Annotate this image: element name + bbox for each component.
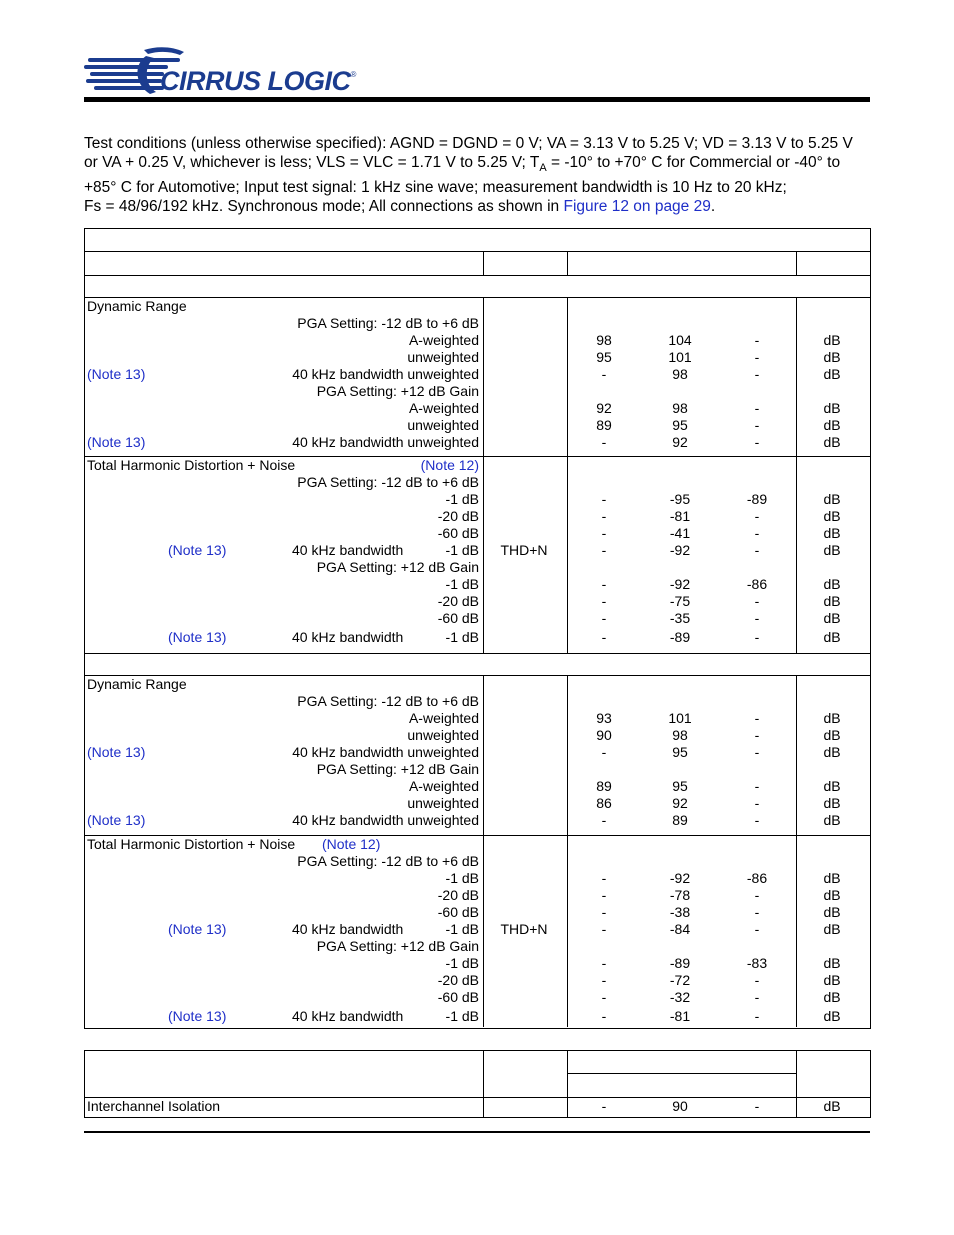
dynamic-range-2-row-max: - <box>754 812 760 828</box>
thd-n-2-row-min: - <box>601 972 607 988</box>
condition-label: 40 kHz bandwidth unweighted <box>292 434 479 450</box>
thd-n-2-row-max: - <box>754 1008 760 1024</box>
dynamic-range-2-row-min: - <box>601 744 607 760</box>
dynamic-range-2-row-min: 89 <box>596 778 612 794</box>
note-13-link[interactable]: (Note 13) <box>168 921 227 937</box>
input-level: -1 dB <box>445 491 479 507</box>
thdn-symbol: THD+N <box>500 921 548 937</box>
dynamic-range-1-row-typ: 101 <box>668 349 692 365</box>
thd-n-1-label: Total Harmonic Distortion + Noise <box>87 457 296 473</box>
thd-n-2-row-unit: dB <box>823 1008 841 1024</box>
note-12-link[interactable]: (Note 12) <box>420 457 479 473</box>
condition-label: 40 kHz bandwidth unweighted <box>292 366 479 382</box>
dynamic-range-2-row-typ: 98 <box>672 727 688 743</box>
input-level: -60 dB <box>437 904 479 920</box>
dynamic-range-2-row-typ: 95 <box>672 778 688 794</box>
thd-n-1-row-min: - <box>601 508 607 524</box>
condition-label: unweighted <box>407 417 479 433</box>
thd-n-2-row-max: -83 <box>746 955 768 971</box>
dynamic-range-1-row-typ: 104 <box>668 332 692 348</box>
thd-n-2-row-max: - <box>754 972 760 988</box>
dynamic-range-2-row-unit: dB <box>823 744 841 760</box>
thd-n-1-row-unit: dB <box>823 542 841 558</box>
input-level: -1 dB <box>445 576 479 592</box>
dynamic-range-2-row-typ: 95 <box>672 744 688 760</box>
thd-n-1-row-min: - <box>601 576 607 592</box>
thd-n-1-row-typ: -92 <box>669 576 691 592</box>
dynamic-range-2-row-max: - <box>754 727 760 743</box>
dynamic-range-2-row-unit: dB <box>823 795 841 811</box>
thd-n-2-row-min: - <box>601 887 607 903</box>
condition-label: A-weighted <box>408 400 479 416</box>
input-level: -1 dB <box>445 542 479 558</box>
test-conditions: Test conditions (unless otherwise specified): AGND = DGND = 0 V; VA = 3.13 V to 5.25 V; VD = 3.13 V to 5.25 V or VA + 0.25 V, whichever is less; VLS = VLC = 1.71 V to 5.25 V; $T_A = -10^\circ$ to +70° C for Commercial or -40° to +85° C for Automotive; Input test signal: 1 kHz sine wave; measurement bandwidth is 10 Hz to 20 kHz; Fs = 48/96/192 kHz. Synchronous mode; All connections as shown in Figure 12 on page 29. <box>84 135 853 216</box>
input-level: -1 dB <box>445 921 479 937</box>
input-level: -20 dB <box>437 593 479 609</box>
thd-n-1-row-unit: dB <box>823 593 841 609</box>
dynamic-range-2-row-unit: dB <box>823 710 841 726</box>
thd-n-2-row-typ: -81 <box>669 1008 691 1024</box>
note-13-link[interactable]: (Note 13) <box>168 629 227 645</box>
thd-n-1-row-unit: dB <box>823 629 841 645</box>
dynamic-range-2-row-min: - <box>601 812 607 828</box>
thd-n-1-row-unit: dB <box>823 508 841 524</box>
dynamic-range-2-row-typ: 101 <box>668 710 692 726</box>
thd-n-1-row-typ: -41 <box>669 525 691 541</box>
pga-setting-low: PGA Setting: -12 dB to +6 dB <box>297 693 479 709</box>
dynamic-range-1-row-unit: dB <box>823 417 841 433</box>
dynamic-range-2-row-max: - <box>754 710 760 726</box>
note-13-link[interactable]: (Note 13) <box>168 1008 227 1024</box>
note-12-link[interactable]: (Note 12) <box>322 836 381 852</box>
header-rule <box>84 97 870 102</box>
thd-n-2-row-max: - <box>754 921 760 937</box>
dynamic-range-1-row-max: - <box>754 417 760 433</box>
pga-setting-high: PGA Setting: +12 dB Gain <box>316 383 479 399</box>
dynamic-range-2-label: Dynamic Range <box>87 676 187 692</box>
dynamic-range-1-row-unit: dB <box>823 400 841 416</box>
thd-n-2-row-unit: dB <box>823 955 841 971</box>
input-level: -20 dB <box>437 972 479 988</box>
dynamic-range-2-row-max: - <box>754 744 760 760</box>
isolation-row-typ: 90 <box>672 1098 688 1114</box>
input-level: -60 dB <box>437 610 479 626</box>
note-13-link[interactable]: (Note 13) <box>87 366 146 382</box>
dynamic-range-1-row-typ: 98 <box>672 400 688 416</box>
dynamic-range-2-row-typ: 92 <box>672 795 688 811</box>
interchannel-isolation-label: Interchannel Isolation <box>87 1098 221 1114</box>
thd-n-1-row-min: - <box>601 542 607 558</box>
dynamic-range-2-row-min: 93 <box>596 710 612 726</box>
input-level: -60 dB <box>437 525 479 541</box>
dynamic-range-2-row-max: - <box>754 795 760 811</box>
dynamic-range-1-row-unit: dB <box>823 332 841 348</box>
pga-setting-high: PGA Setting: +12 dB Gain <box>316 559 479 575</box>
dynamic-range-1-row-min: - <box>601 434 607 450</box>
dynamic-range-1-row-max: - <box>754 332 760 348</box>
dynamic-range-1-row-max: - <box>754 434 760 450</box>
thd-n-2-row-min: - <box>601 921 607 937</box>
thd-n-1-row-unit: dB <box>823 525 841 541</box>
thd-n-2-row-typ: -92 <box>669 870 691 886</box>
logo-wordmark: CIRRUS LOGIC® <box>160 66 356 96</box>
isolation-row-unit: dB <box>823 1098 841 1114</box>
input-level: -1 dB <box>445 629 479 645</box>
thd-n-1-row-min: - <box>601 491 607 507</box>
dynamic-range-1-row-min: 89 <box>596 417 612 433</box>
thd-n-2-row-typ: -84 <box>669 921 691 937</box>
thd-n-1-row-typ: -95 <box>669 491 691 507</box>
dynamic-range-1-row-unit: dB <box>823 349 841 365</box>
isolation-row-max: - <box>754 1098 760 1114</box>
dynamic-range-2-row-min: 90 <box>596 727 612 743</box>
dynamic-range-1-row-min: - <box>601 366 607 382</box>
thd-n-2-row-max: -86 <box>746 870 768 886</box>
thd-n-2-row-unit: dB <box>823 921 841 937</box>
thd-n-1-row-max: - <box>754 593 760 609</box>
dynamic-range-2-row-min: 86 <box>596 795 612 811</box>
condition-label: 40 kHz bandwidth unweighted <box>292 744 479 760</box>
thd-n-2-row-typ: -38 <box>669 904 691 920</box>
thd-n-2-row-max: - <box>754 904 760 920</box>
note-13-link[interactable]: (Note 13) <box>87 812 146 828</box>
input-level: -20 dB <box>437 508 479 524</box>
thd-n-1-row-max: - <box>754 629 760 645</box>
thd-n-1-row-min: - <box>601 593 607 609</box>
thd-n-2-row-min: - <box>601 904 607 920</box>
condition-label: unweighted <box>407 795 479 811</box>
thd-n-1-row-unit: dB <box>823 576 841 592</box>
pga-setting-low: PGA Setting: -12 dB to +6 dB <box>297 853 479 869</box>
dynamic-range-2-row-typ: 89 <box>672 812 688 828</box>
footer-rule <box>84 1131 870 1133</box>
input-level: -1 dB <box>445 1008 479 1024</box>
thd-n-2-row-typ: -78 <box>669 887 691 903</box>
dynamic-range-1-row-unit: dB <box>823 434 841 450</box>
thd-n-2-row-max: - <box>754 887 760 903</box>
dynamic-range-2-row-max: - <box>754 778 760 794</box>
dynamic-range-1-row-min: 98 <box>596 332 612 348</box>
pga-setting-low: PGA Setting: -12 dB to +6 dB <box>297 315 479 331</box>
bandwidth-label: 40 kHz bandwidth <box>292 921 404 937</box>
condition-label: unweighted <box>407 727 479 743</box>
dynamic-range-1-row-typ: 92 <box>672 434 688 450</box>
pga-setting-high: PGA Setting: +12 dB Gain <box>316 938 479 954</box>
bandwidth-label: 40 kHz bandwidth <box>292 1008 404 1024</box>
thd-n-2-row-min: - <box>601 955 607 971</box>
thd-n-2-row-unit: dB <box>823 887 841 903</box>
thd-n-2-row-min: - <box>601 1008 607 1024</box>
thd-n-2-label: Total Harmonic Distortion + Noise <box>87 836 296 852</box>
input-level: -60 dB <box>437 989 479 1005</box>
thdn-symbol: THD+N <box>500 542 548 558</box>
note-13-link[interactable]: (Note 13) <box>168 542 227 558</box>
thd-n-2-row-unit: dB <box>823 904 841 920</box>
thd-n-2-row-typ: -32 <box>669 989 691 1005</box>
dynamic-range-1-row-unit: dB <box>823 366 841 382</box>
dynamic-range-1-label: Dynamic Range <box>87 298 187 314</box>
condition-label: A-weighted <box>408 710 479 726</box>
thd-n-2-row-unit: dB <box>823 989 841 1005</box>
thd-n-1-row-typ: -89 <box>669 629 691 645</box>
thd-n-1-row-unit: dB <box>823 491 841 507</box>
thd-n-1-row-typ: -81 <box>669 508 691 524</box>
thd-n-2-row-typ: -89 <box>669 955 691 971</box>
thd-n-1-row-max: - <box>754 610 760 626</box>
thd-n-1-row-max: -86 <box>746 576 768 592</box>
note-13-link[interactable]: (Note 13) <box>87 744 146 760</box>
thd-n-2-row-min: - <box>601 989 607 1005</box>
dynamic-range-2-row-unit: dB <box>823 727 841 743</box>
thd-n-2-row-unit: dB <box>823 972 841 988</box>
bandwidth-label: 40 kHz bandwidth <box>292 542 404 558</box>
dynamic-range-1-row-max: - <box>754 366 760 382</box>
dynamic-range-1-row-max: - <box>754 349 760 365</box>
isolation-row-min: - <box>601 1098 607 1114</box>
thd-n-1-row-unit: dB <box>823 610 841 626</box>
dynamic-range-1-row-typ: 98 <box>672 366 688 382</box>
pga-setting-low: PGA Setting: -12 dB to +6 dB <box>297 474 479 490</box>
dynamic-range-1-row-max: - <box>754 400 760 416</box>
thd-n-1-row-max: - <box>754 525 760 541</box>
thd-n-1-row-min: - <box>601 525 607 541</box>
thd-n-2-row-typ: -72 <box>669 972 691 988</box>
thd-n-1-row-max: - <box>754 508 760 524</box>
thd-n-1-row-typ: -75 <box>669 593 691 609</box>
input-level: -20 dB <box>437 887 479 903</box>
pga-setting-high: PGA Setting: +12 dB Gain <box>316 761 479 777</box>
thd-n-1-row-typ: -92 <box>669 542 691 558</box>
dynamic-range-1-row-typ: 95 <box>672 417 688 433</box>
condition-label: A-weighted <box>408 332 479 348</box>
thd-n-1-row-min: - <box>601 629 607 645</box>
bandwidth-label: 40 kHz bandwidth <box>292 629 404 645</box>
condition-label: 40 kHz bandwidth unweighted <box>292 812 479 828</box>
thd-n-1-row-typ: -35 <box>669 610 691 626</box>
note-13-link[interactable]: (Note 13) <box>87 434 146 450</box>
figure-12-link[interactable]: Figure 12 on page 29 <box>563 198 711 216</box>
thd-n-1-row-min: - <box>601 610 607 626</box>
dynamic-range-2-row-unit: dB <box>823 812 841 828</box>
condition-label: A-weighted <box>408 778 479 794</box>
dynamic-range-2-row-unit: dB <box>823 778 841 794</box>
thd-n-2-row-min: - <box>601 870 607 886</box>
dynamic-range-1-row-min: 92 <box>596 400 612 416</box>
condition-label: unweighted <box>407 349 479 365</box>
thd-n-1-row-max: -89 <box>746 491 768 507</box>
dynamic-range-1-row-min: 95 <box>596 349 612 365</box>
thd-n-2-row-max: - <box>754 989 760 1005</box>
thd-n-1-row-max: - <box>754 542 760 558</box>
thd-n-2-row-unit: dB <box>823 870 841 886</box>
input-level: -1 dB <box>445 870 479 886</box>
input-level: -1 dB <box>445 955 479 971</box>
